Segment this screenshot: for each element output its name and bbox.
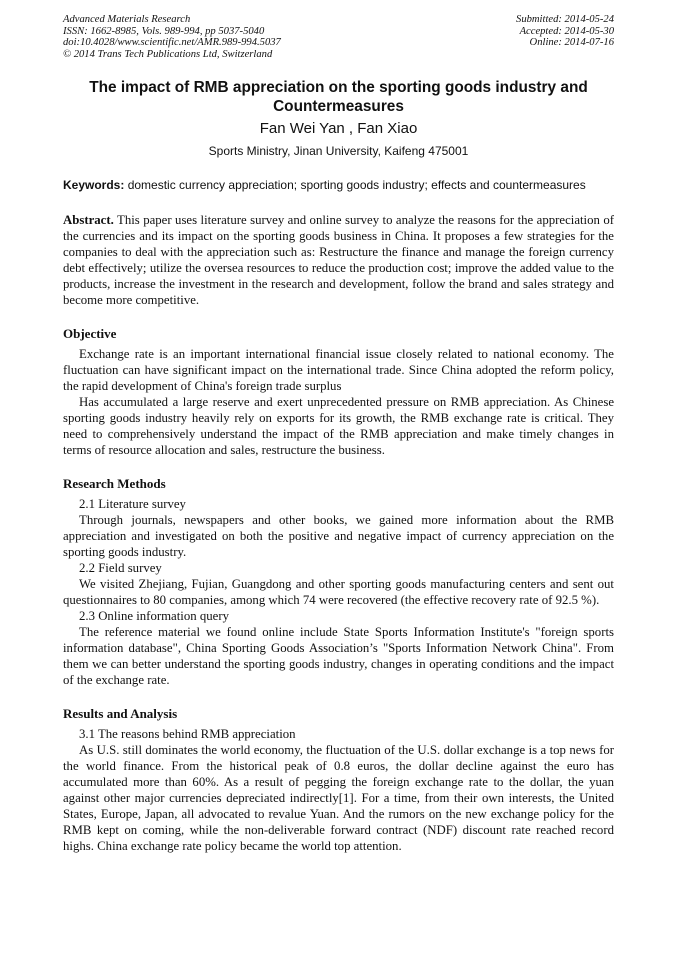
methods-paragraph-1: Through journals, newspapers and other books, we gained more information about the RMB appreciation and investigated on both the positive and negative impact of currency appreciation on the sporting goods industry. bbox=[63, 512, 614, 559]
section-heading-methods: Research Methods bbox=[63, 475, 166, 491]
authors: Fan Wei Yan , Fan Xiao bbox=[259, 119, 418, 137]
keywords-text: domestic currency appreciation; sporting goods industry; effects and countermeasures bbox=[124, 177, 586, 192]
online-date: Online: 2014-07-16 bbox=[529, 37, 614, 49]
results-paragraph-1: As U.S. still dominates the world economy, the fluctuation of the U.S. dollar exchange is a top news for the world finance. From the historical peak of 0.8 euros, the dollar decline against the euro has accumulated more than 60%. As a result of pegging the foreign exchange rate to the dollar, the yuan against other major currencies depreciated indirectly[1]. For a time, from their own interests, the United States, Europe, Japan, all advocated to revalue Yuan. And the rumors on the new exchange policy for the RMB kept on coming, while the non-deliverable forward contract (NDF) discount rate reached record highs. China exchange rate policy became the world top attention. bbox=[63, 742, 614, 853]
publication-header bbox=[63, 14, 614, 61]
subsection-reasons: 3.1 The reasons behind RMB appreciation bbox=[79, 726, 296, 741]
section-heading-objective: Objective bbox=[63, 325, 117, 341]
keywords-label: Keywords: bbox=[63, 177, 125, 192]
affiliation: Sports Ministry, Jinan University, Kaifeng 475001 bbox=[208, 143, 469, 158]
objective-paragraph-1: Exchange rate is an important international financial issue closely related to national economy. The fluctuation can have significant impact on the international trade. Since China adopted the reform policy, the rapid development of China's foreign trade surplus bbox=[63, 346, 614, 393]
journal-info bbox=[63, 14, 281, 61]
submitted-date: Submitted: 2014-05-24 bbox=[516, 14, 614, 25]
dates-info bbox=[516, 14, 614, 61]
abstract-label: Abstract. bbox=[63, 212, 114, 227]
doi-line: doi:10.4028/www.scientific.net/AMR.989-994.5037 bbox=[63, 37, 281, 49]
subsection-literature-survey: 2.1 Literature survey bbox=[79, 496, 186, 511]
issn-line: ISSN: 1662-8985, Vols. 989-994, pp 5037-5040 bbox=[63, 25, 265, 37]
paper-title: The impact of RMB appreciation on the sporting goods industry and Countermeasures bbox=[89, 78, 588, 115]
objective-paragraph-2: Has accumulated a large reserve and exert unprecedented pressure on RMB appreciation. As Chinese sporting goods industry heavily rely on exports for its growth, the RMB exchange rate is critical. They need to comprehensively understand the impact of the RMB appreciation and make timely changes in terms of resource allocation and sales, restructure the business. bbox=[63, 394, 614, 457]
accepted-date: Accepted: 2014-05-30 bbox=[519, 25, 614, 37]
section-heading-results: Results and Analysis bbox=[63, 705, 178, 721]
subsection-field-survey: 2.2 Field survey bbox=[79, 560, 162, 575]
journal-name: Advanced Materials Research bbox=[63, 14, 191, 25]
methods-paragraph-2: We visited Zhejiang, Fujian, Guangdong and other sporting goods manufacturing centers and sent out questionnaires to 80 companies, among which 74 were recovered (the effective recovery rate of 92.5 %). bbox=[63, 576, 614, 607]
subsection-online-query: 2.3 Online information query bbox=[79, 608, 229, 623]
copyright-line: © 2014 Trans Tech Publications Ltd, Switzerland bbox=[63, 49, 273, 61]
abstract-text: This paper uses literature survey and online survey to analyze the reasons for the appreciation of the currencies and its impact on the sporting goods business in China. It proposes a few strategies for the companies to deal with the appreciation such as: Restructure the finance and manage the foreign currency debt effectively; utilize the oversea resources to reduce the production cost; improve the added value to the products, increase the investment in the research and development, follow the brand and sales strategy and become more competitive. bbox=[63, 212, 614, 307]
abstract bbox=[63, 212, 614, 308]
keywords bbox=[63, 178, 614, 192]
methods-paragraph-3: The reference material we found online include State Sports Information Institute's "foreign sports information database", China Sporting Goods Association’s "Sports Information Network China". From them we can better understand the sporting goods industry, changes in operating conditions and the impact of the exchange rate. bbox=[63, 624, 614, 687]
